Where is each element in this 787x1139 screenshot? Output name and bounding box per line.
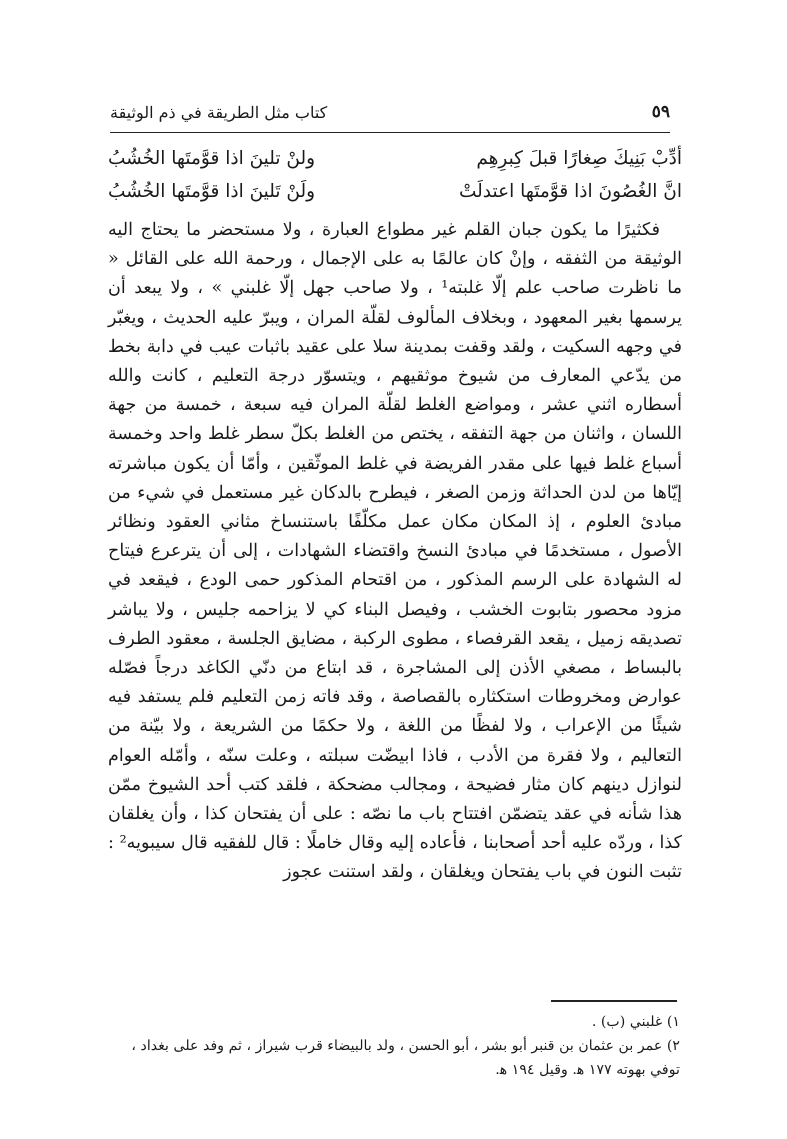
verse-left-hemistich: ولَنْ تَلينَ اذا قوَّمتَها الخُشُبُ [108,181,316,202]
page-number: ٥٩ [651,102,670,122]
footnote-1: ١) غلبني (ب) . [591,1014,680,1030]
verse-left-hemistich: ولنْ تلينَ اذا قوَّمتَها الخُشُبُ [108,148,316,169]
verse-right-hemistich: أدِّبْ بَنِيكَ صِغارًا قبلَ كِبرِهِم [476,148,682,169]
page-header [110,96,670,133]
poem-verses [108,142,682,208]
verse-line [108,142,682,175]
running-title: كتاب مثل الطريقة في ذم الوثيقة [110,102,328,122]
main-text [108,216,682,888]
body-paragraph: فكثيرًا ما يكون جبان القلم غير مطواع العبارة ، ولا مستحضر ما يحتاج اليه الوثيقة من الثفقه ، وإنْ كان عالمًا به على الإجمال ، ورحمة الله على القائل « ما ناظرت صاحب علم إلّا غلبته¹ ، ولا صاحب جهل إلّا غلبني » ، ولا يبعد أن يرسمها بغير المعهود ، وبخلاف المألوف لقلّة المران ، ويبرّ عليه الحديث ، ويغبّر في وجهه السكيت ، ولقد وقفت بمدينة سلا على عقيد باثبات عيب في دابة بخط من يدّعي المعارف من شيوخ موثقيهم ، ويتسوّر درجة التعليم ، كانت والله أسطاره اثني عشر ، ومواضع الغلط لقلّة المران فيه سبعة ، خمسة من جهة اللسان ، واثنان من جهة التفقه ، يختص من الغلط بكلّ سطر غلط واحد وخمسة أسباع غلط فيها على مقدر الفريضة في غلط الموثّقين ، وأمّا أن يكون مباشرته إيّاها من لدن الحداثة وزمن الصغر ، فيطرح بالدكان غير مستعمل في شيء من مبادئ العلوم ، إذ المكان مكان عمل مكلّفًا باستنساخ مثاني العقود ونظائر الأصول ، مستخدمًا في مبادئ النسخ واقتضاء الشهادات ، إلى أن يترعرع فيتاح له الشهادة على الرسم المذكور ، من اقتحام المذكور حمى الودع ، فيقعد في مزود محصور بتابوت الخشب ، وفيصل البناء كي لا يزاحمه جليس ، ولا يباشر تصديقه زميل ، يقعد القرفصاء ، مطوى الركبة ، مضايق الجلسة ، معقود الطرف بالبساط ، مصغي الأذن إلى المشاجرة ، قد ابتاع من دنّي الكاغد درجاً فصّله عوارض ومخروطات استكثاره بالقصاصة ، وقد فاته زمن التعليم فلم يستفد فيه شيئًا من الإعراب ، ولا لفظًا من اللغة ، ولا حكمًا من الشريعة ، ولا بيّنة من التعاليم ، ولا فقرة من الأدب ، فاذا ابيضّت سبلته ، وعلت سنّه ، وأمّله العوام لنوازل دينهم كان مثار فضيحة ، ومجالب مضحكة ، فلقد كتب أحد الشيوخ ممّن هذا شأنه في عقد يتضمّن افتتاح باب ما نصّه : على أن يفتحان كذا ، وأن يغلقان كذا ، وردّه عليه أحد أصحابنا ، فأعاده إليه وقال خاملًا : قال للفقيه قال سيبويه² : تثبت النون في باب يفتحان ويغلقان ، ولقد استنت عجوز [108,220,682,883]
verse-line [108,175,682,208]
footnote-divider [551,1000,677,1002]
verse-right-hemistich: انَّ الغُصُونَ اذا قوَّمتَها اعتدلَتْ [459,181,682,202]
footnote-2: ٢) عمر بن عثمان بن قنبر أبو بشر ، أبو الحسن ، ولد بالبيضاء قرب شيراز ، ثم وفد على بغداد ، توفي بهوته ١٧٧ ﻫ. وقيل ١٩٤ ﻫ. [131,1038,680,1078]
footnotes [112,1010,680,1082]
